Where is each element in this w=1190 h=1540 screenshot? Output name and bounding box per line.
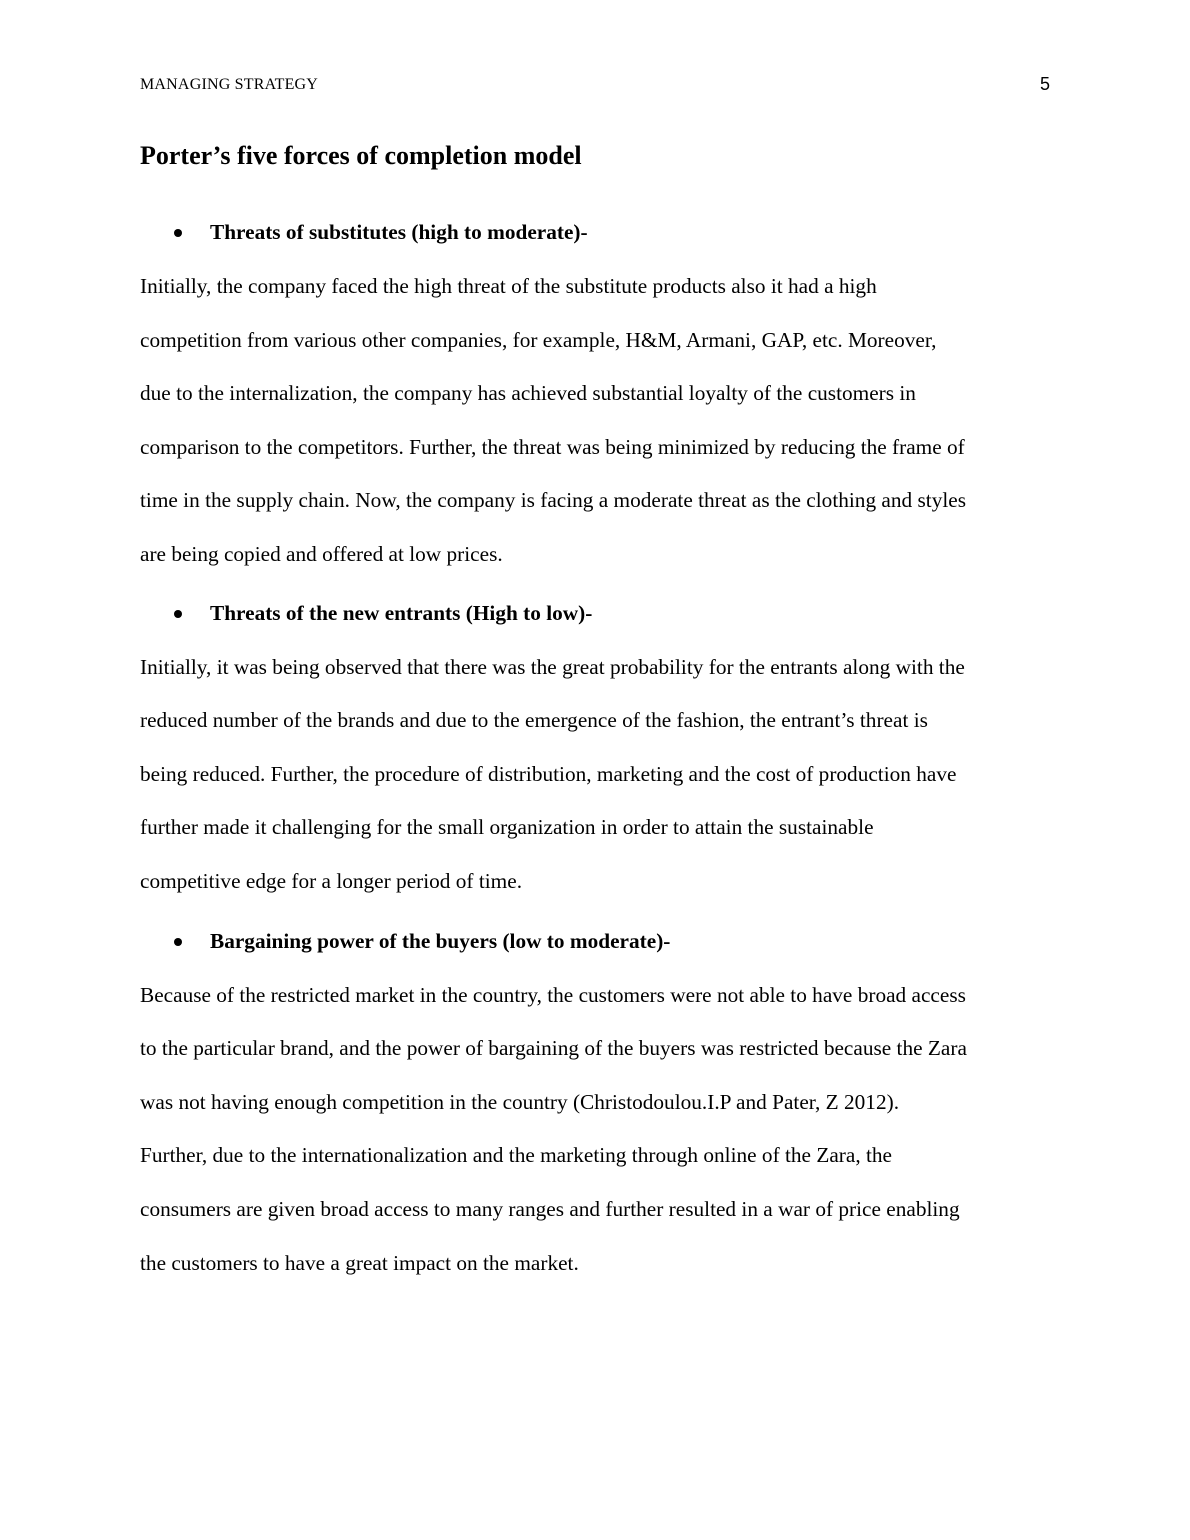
paragraph-buyers xyxy=(140,969,1052,1291)
page-number: 5 xyxy=(1039,74,1050,94)
paragraph-line: Initially, the company faced the high threat of the substitute products also it had a high xyxy=(140,274,877,298)
paragraph-line: reduced number of the brands and due to the emergence of the fashion, the entrant’s threat is xyxy=(140,708,928,733)
bullet-heading-new-entrants xyxy=(140,598,1052,628)
paragraph-line: competition from various other companies, for example, H&M, Armani, GAP, etc. Moreover, xyxy=(140,327,937,352)
paragraph-line: was not having enough competition in the country (Christodoulou.I.P and Pater, Z 2012). xyxy=(140,1089,900,1114)
paragraph-line: due to the internalization, the company has achieved substantial loyalty of the customers in xyxy=(140,381,916,406)
paragraph-line: the customers to have a great impact on the market. xyxy=(140,1250,579,1275)
paragraph-line: to the particular brand, and the power of bargaining of the buyers was restricted because the Zara xyxy=(140,1036,967,1061)
bullet-heading-text: Bargaining power of the buyers (low to moderate)- xyxy=(210,928,671,953)
bullet-dot-icon xyxy=(174,610,182,618)
bullet-heading-text: Threats of substitutes (high to moderate)- xyxy=(210,220,588,244)
paragraph-line: being reduced. Further, the procedure of distribution, marketing and the cost of production have xyxy=(140,761,957,786)
paragraph-line: are being copied and offered at low prices. xyxy=(140,541,503,566)
bullet-heading-substitutes xyxy=(140,217,1052,247)
bullet-heading-text: Threats of the new entrants (High to low)- xyxy=(210,600,593,625)
page-content xyxy=(140,139,1052,1290)
paragraph-line: comparison to the competitors. Further, the threat was being minimized by reducing the frame of xyxy=(140,434,965,459)
section-title: Porter’s five forces of completion model xyxy=(140,141,582,170)
paragraph-line: Because of the restricted market in the country, the customers were not able to have broad access xyxy=(140,982,966,1007)
bullet-dot-icon xyxy=(174,229,182,237)
running-head: MANAGING STRATEGY xyxy=(140,76,319,93)
paragraph-line: competitive edge for a longer period of time. xyxy=(140,868,523,893)
paragraph-substitutes xyxy=(140,260,1052,582)
paragraph-line: Further, due to the internationalization and the marketing through online of the Zara, the xyxy=(140,1143,892,1168)
paragraph-new-entrants xyxy=(140,641,1052,909)
bullet-dot-icon xyxy=(174,938,182,946)
bullet-heading-buyers xyxy=(140,926,1052,956)
paragraph-line: consumers are given broad access to many ranges and further resulted in a war of price enabling xyxy=(140,1196,960,1221)
paragraph-line: Initially, it was being observed that there was the great probability for the entrants along with the xyxy=(140,654,965,679)
paragraph-line: time in the supply chain. Now, the company is facing a moderate threat as the clothing and styles xyxy=(140,488,967,513)
paragraph-line: further made it challenging for the small organization in order to attain the sustainable xyxy=(140,815,874,840)
